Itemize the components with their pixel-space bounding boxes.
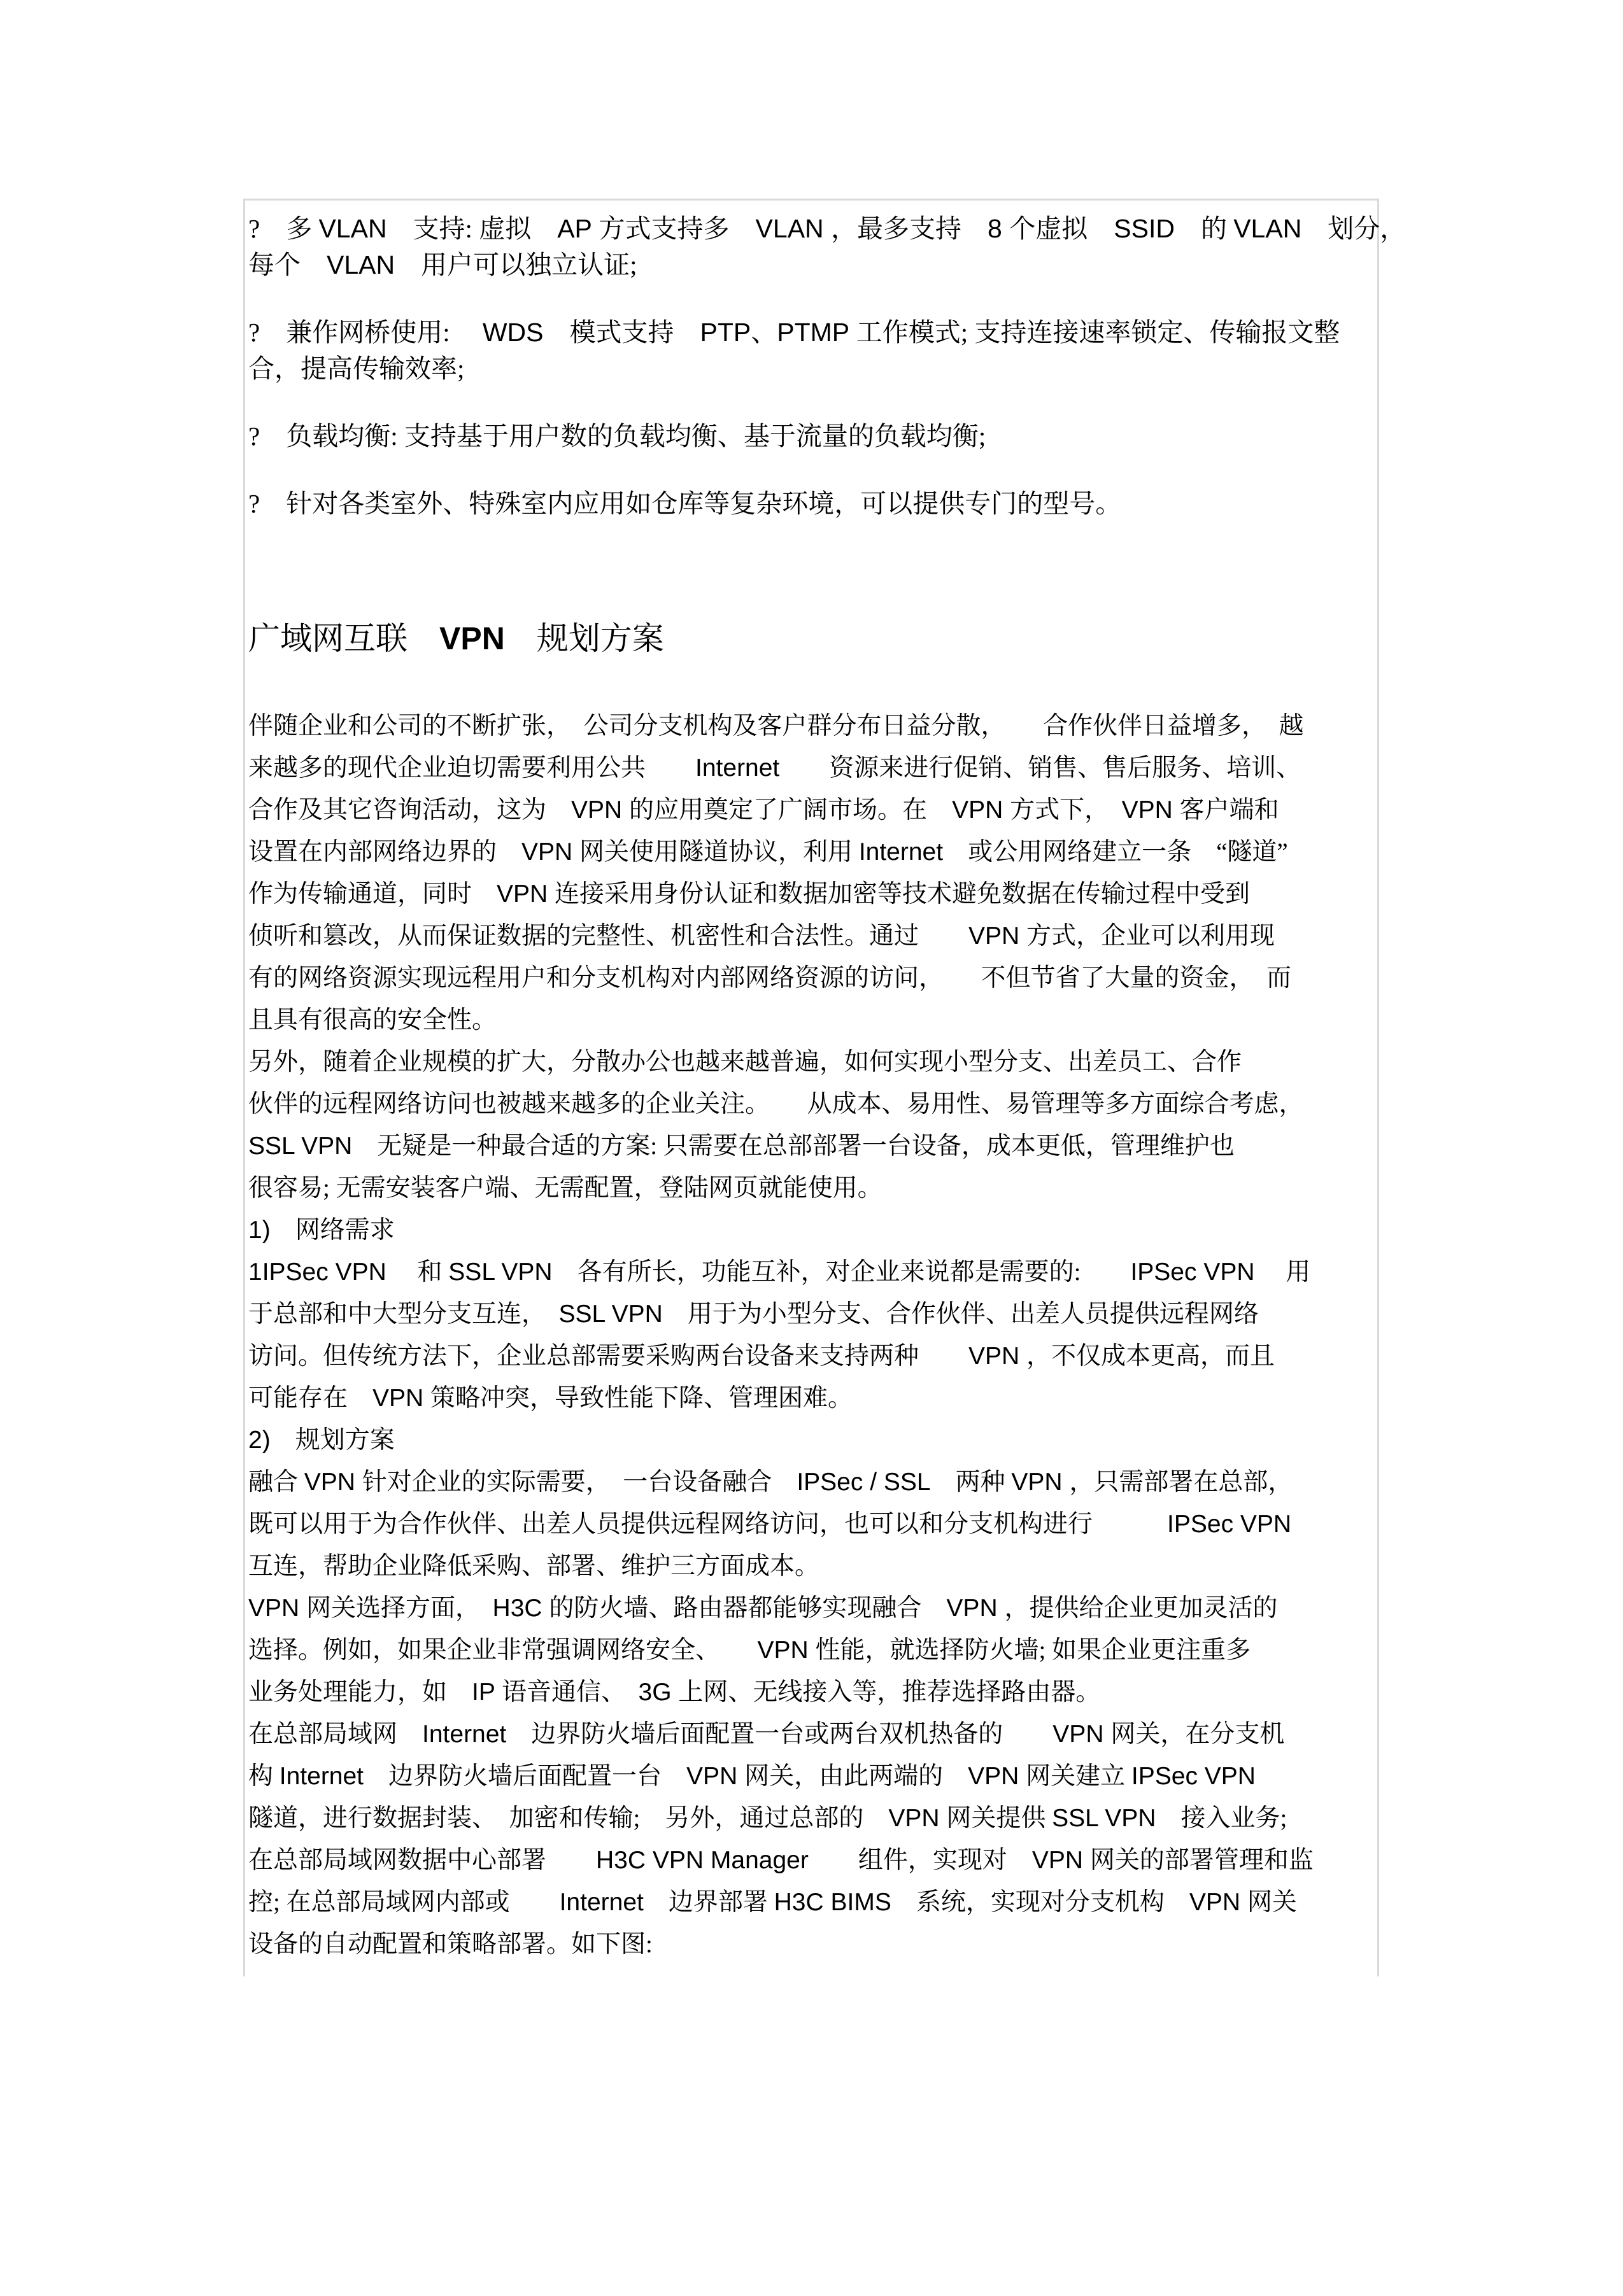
latin-text: VPN <box>968 1763 1026 1790</box>
latin-text: 8 <box>988 214 1010 243</box>
latin-text: IPSec VPN <box>1131 1763 1256 1790</box>
text-line: 业务处理能力，如 IP 语音通信、 3G 上网、无线接入等，推荐选择路由器。 <box>248 1679 1101 1706</box>
latin-text: VPN <box>571 796 630 824</box>
text-line: 伙伴的远程网络访问也被越来越多的企业关注。 从成本、易用性、易管理等多方面综合考虑， <box>248 1090 1304 1118</box>
text-line: 来越多的现代企业迫切需要利用公共 Internet 资源来进行促销、销售、售后服务、培训、 <box>248 754 1301 782</box>
text-line: SSL VPN 无疑是一种最合适的方案: 只需要在总部部署一台设备，成本更低，管理维护也 <box>248 1132 1235 1160</box>
text-line: 每个 VLAN 用户可以独立认证; <box>248 250 637 279</box>
text-line: 另外，随着企业规模的扩大，分散办公也越来越普遍，如何实现小型分支、出差员工、合作 <box>248 1048 1242 1076</box>
body-paragraph <box>248 1209 1377 1251</box>
latin-text: 3G <box>638 1679 679 1706</box>
latin-text: VPN <box>521 838 580 866</box>
text-line: 隧道，进行数据封装、 加密和传输; 另外，通过总部的 VPN 网关提供 SSL VPN 接入业务; <box>248 1805 1287 1832</box>
body-paragraph <box>248 1041 1377 1209</box>
latin-text: VPN <box>1052 1721 1111 1748</box>
body-paragraph <box>248 1419 1377 1461</box>
text-line: ? 兼作网桥使用: WDS 模式支持 PTP、PTMP 工作模式; 支持连接速率锁定、传输报文整 <box>248 318 1340 347</box>
latin-text: VPN <box>439 621 505 656</box>
latin-text: SSL VPN <box>448 1258 553 1286</box>
text-line: 设备的自动配置和策略部署。如下图: <box>248 1931 653 1958</box>
latin-text: VLAN <box>318 214 387 243</box>
bullet-list <box>248 211 1407 522</box>
latin-text: VPN <box>686 1763 745 1790</box>
text-line: 有的网络资源实现远程用户和分支机构对内部网络资源的访问， 不但节省了大量的资金， 而 <box>248 964 1292 992</box>
latin-text: SSL VPN <box>558 1300 663 1328</box>
latin-text: H3C <box>492 1595 549 1622</box>
latin-text: VLAN <box>755 214 832 243</box>
document-frame <box>243 199 1407 1976</box>
text-line: 融合 VPN 针对企业的实际需要， 一台设备融合 IPSec / SSL 两种 VPN ，只需部署在总部， <box>248 1468 1293 1496</box>
text-line: 1) 网络需求 <box>248 1216 395 1244</box>
text-line: 2) 规划方案 <box>248 1426 395 1454</box>
latin-text: Internet <box>422 1721 507 1748</box>
text-line: 可能存在 VPN 策略冲突，导致性能下降、管理困难。 <box>248 1384 853 1412</box>
latin-text: VLAN <box>327 250 395 279</box>
latin-text: H3C VPN Manager <box>596 1847 809 1874</box>
text-line: 访问。但传统方法下，企业总部需要采购两台设备来支持两种 VPN ，不仅成本更高，而且 <box>248 1342 1275 1370</box>
latin-text: VPN <box>1189 1889 1247 1916</box>
text-line: 侦听和篡改，从而保证数据的完整性、机密性和合法性。通过 VPN 方式，企业可以利用现 <box>248 922 1275 950</box>
latin-text: VPN <box>952 796 1010 824</box>
text-line: 设置在内部网络边界的 VPN 网关使用隧道协议，利用 Internet 或公用网络建立一条 “隧道” <box>248 838 1288 866</box>
text-line: 伴随企业和公司的不断扩张， 公司分支机构及客户群分布日益分散， 合作伙伴日益增多， 越 <box>248 712 1304 740</box>
latin-text: VPN <box>946 1595 1005 1622</box>
text-line: 于总部和中大型分支互连， SSL VPN 用于为小型分支、合作伙伴、出差人员提供远程网络 <box>248 1300 1259 1328</box>
text-line: 在总部局域网 Internet 边界防火墙后面配置一台或两台双机热备的 VPN 网关，在分支机 <box>248 1721 1285 1748</box>
latin-text: Internet <box>695 754 780 782</box>
latin-text: VPN <box>888 1805 947 1832</box>
body-paragraph <box>248 1714 1377 1966</box>
latin-text: VPN <box>497 880 555 908</box>
latin-text: IP <box>472 1679 502 1706</box>
latin-text: SSID <box>1114 214 1175 243</box>
latin-text: WDS <box>482 318 544 347</box>
body-paragraph <box>248 1588 1377 1714</box>
latin-text: IPSec / SSL <box>797 1468 931 1496</box>
body-paragraph <box>248 705 1377 1041</box>
latin-text: VPN <box>372 1384 431 1412</box>
body-paragraph <box>248 1251 1377 1419</box>
text-line: 1IPSec VPN 和 SSL VPN 各有所长，功能互补，对企业来说都是需要的: IPSec VPN 用 <box>248 1258 1311 1286</box>
text-line: ? 负载均衡: 支持基于用户数的负载均衡、基于流量的负载均衡; <box>248 421 986 451</box>
latin-text: Internet <box>559 1889 644 1916</box>
latin-text: VPN <box>1031 1847 1090 1874</box>
latin-text: IPSec VPN <box>1167 1511 1292 1538</box>
latin-text: Internet <box>858 838 944 866</box>
body-paragraph <box>248 1461 1377 1588</box>
text-line: 既可以用于为合作伙伴、出差人员提供远程网络访问，也可以和分支机构进行 IPSec VPN <box>248 1511 1292 1538</box>
text-line: 在总部局域网数据中心部署 H3C VPN Manager 组件，实现对 VPN 网关的部署管理和监 <box>248 1847 1314 1874</box>
bullet-paragraph <box>248 211 1407 283</box>
text-line: 合作及其它咨询活动，这为 VPN 的应用奠定了广阔市场。在 VPN 方式下， VPN 客户端和 <box>248 796 1279 824</box>
latin-text: VPN <box>968 1342 1027 1370</box>
text-line: 很容易; 无需安装客户端、无需配置，登陆网页就能使用。 <box>248 1174 882 1202</box>
text-line: VPN 网关选择方面， H3C 的防火墙、路由器都能够实现融合 VPN ，提供给企业更加灵活的 <box>248 1595 1278 1622</box>
latin-text: VPN <box>1011 1468 1070 1496</box>
text-line: 合，提高传输效率; <box>248 354 465 383</box>
latin-text: VPN <box>757 1637 816 1664</box>
latin-text: VPN <box>968 922 1027 950</box>
latin-text: 1IPSec VPN <box>248 1258 386 1286</box>
bullet-paragraph <box>248 314 1377 387</box>
latin-text: PTMP <box>777 318 856 347</box>
text-line: ? 针对各类室外、特殊室内应用如仓库等复杂环境，可以提供专门的型号。 <box>248 489 1122 518</box>
text-line: ? 多 VLAN 支持: 虚拟 AP 方式支持多 VLAN ，最多支持 8 个虚拟 SSID 的 VLAN 划分， <box>248 214 1407 243</box>
document-body <box>248 705 1377 1966</box>
latin-text: H3C BIMS <box>774 1889 891 1916</box>
text-line: 控; 在总部局域网内部或 Internet 边界部署 H3C BIMS 系统，实现对分支机构 VPN 网关 <box>248 1889 1297 1916</box>
section-heading: 广域网互联 VPN 规划方案 <box>248 621 664 656</box>
latin-text: IPSec VPN <box>1130 1258 1255 1286</box>
text-line: 构 Internet 边界防火墙后面配置一台 VPN 网关，由此两端的 VPN 网关建立 IPSec VPN <box>248 1763 1256 1790</box>
text-line: 且具有很高的安全性。 <box>248 1006 497 1034</box>
latin-text: VPN <box>248 1595 307 1622</box>
latin-text: VLAN <box>1233 214 1302 243</box>
latin-text: AP <box>557 214 599 243</box>
latin-text: VPN <box>1121 796 1180 824</box>
latin-text: VPN <box>304 1468 362 1496</box>
latin-text: SSL VPN <box>248 1132 353 1160</box>
text-line: 互连，帮助企业降低采购、部署、维护三方面成本。 <box>248 1553 820 1580</box>
latin-text: 2) <box>248 1426 271 1454</box>
latin-text: PTP <box>700 318 751 347</box>
latin-text: Internet <box>279 1763 364 1790</box>
bullet-paragraph <box>248 418 1377 454</box>
text-line: 作为传输通道，同时 VPN 连接采用身份认证和数据加密等技术避免数据在传输过程中受到 <box>248 880 1251 908</box>
text-line: 选择。例如，如果企业非常强调网络安全、 VPN 性能，就选择防火墙; 如果企业更注重多 <box>248 1637 1251 1664</box>
latin-text: SSL VPN <box>1052 1805 1156 1832</box>
latin-text: 1) <box>248 1216 271 1244</box>
bullet-paragraph <box>248 486 1377 522</box>
